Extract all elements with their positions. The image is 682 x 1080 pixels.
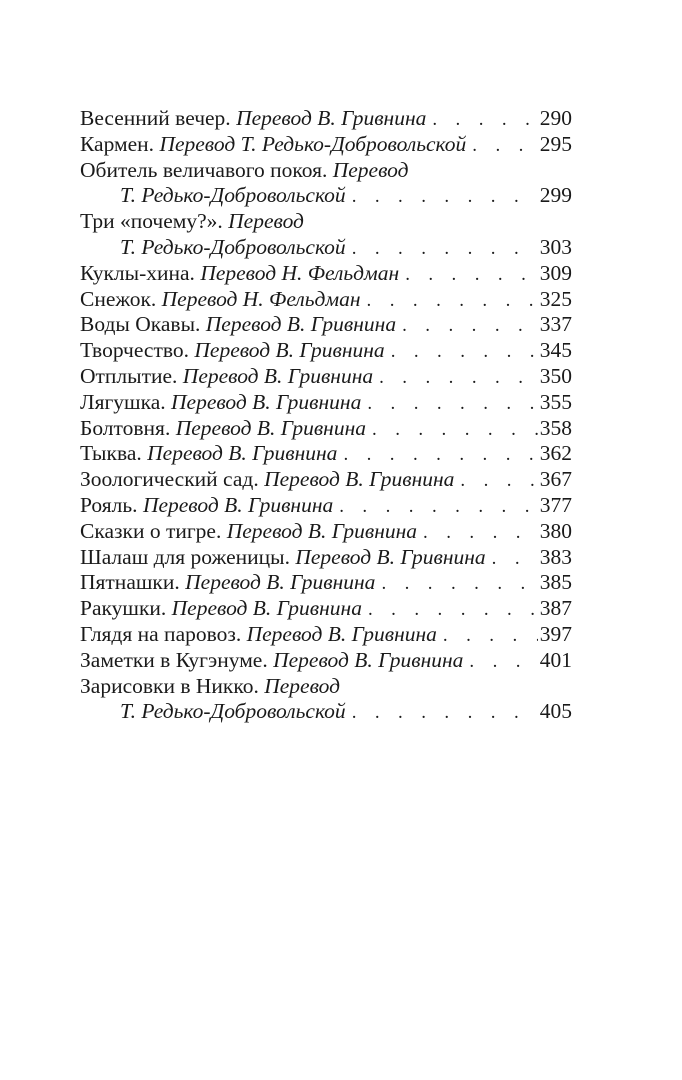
- entry-page-number: 309: [539, 260, 572, 285]
- entry-translator: Перевод В. Гривнина: [236, 106, 427, 130]
- toc-entry[interactable]: [80, 519, 572, 545]
- dot-leader: [337, 442, 537, 468]
- toc-entry[interactable]: [80, 622, 572, 648]
- entry-translator: Т. Редько-Добровольской: [120, 699, 346, 724]
- entry-translator-prefix: Перевод: [332, 157, 409, 182]
- entry-translator: Перевод В. Гривнина: [205, 312, 397, 337]
- dot-leader: [366, 417, 538, 443]
- entry-page-number: 383: [539, 544, 572, 569]
- entry-title: Тыква.: [80, 441, 142, 466]
- entry-title: Кармен.: [80, 131, 155, 156]
- toc-entry[interactable]: [80, 545, 572, 571]
- entry-translator: Перевод В. Гривнина: [273, 647, 464, 672]
- toc-entry[interactable]: [80, 570, 572, 596]
- entry-page-number: 358: [539, 415, 572, 440]
- entry-translator: Перевод В. Гривнина: [185, 570, 376, 595]
- toc-entry[interactable]: [80, 441, 572, 467]
- entry-translator: Перевод В. Гривнина: [246, 621, 437, 646]
- entry-translator: Перевод В. Гривнина: [264, 467, 455, 492]
- entry-title: Обитель величавого покоя.: [80, 157, 328, 182]
- entry-page-number: 299: [539, 183, 572, 208]
- toc-entry[interactable]: [80, 338, 572, 364]
- entry-title: Весенний вечер.: [80, 106, 231, 130]
- entry-title: Воды Окавы.: [80, 312, 201, 337]
- entry-page-number: 362: [539, 441, 572, 466]
- entry-translator: Т. Редько-Добровольской: [120, 234, 346, 259]
- entry-translator: Перевод В. Гривнина: [295, 544, 486, 569]
- entry-page-number: 397: [539, 621, 572, 646]
- entry-title: Три «почему?».: [80, 209, 223, 234]
- dot-leader: [454, 468, 537, 494]
- entry-page-number: 405: [539, 699, 572, 724]
- dot-leader: [346, 236, 538, 262]
- entry-title: Заметки в Кугэнуме.: [80, 647, 268, 672]
- entry-translator-prefix: Перевод: [228, 209, 304, 234]
- entry-translator: Перевод В. Гривнина: [182, 363, 374, 388]
- dot-leader: [361, 391, 537, 417]
- entry-page-number: 345: [539, 338, 572, 363]
- entry-page-number: 387: [539, 596, 572, 621]
- toc-entry[interactable]: [80, 416, 572, 442]
- entry-title: Зоологический сад.: [80, 467, 259, 492]
- entry-page-number: 325: [539, 286, 572, 311]
- entry-translator: Перевод В. Гривнина: [171, 596, 362, 621]
- dot-leader: [399, 262, 538, 288]
- entry-title: Снежок.: [80, 286, 157, 311]
- toc-entry[interactable]: [80, 132, 572, 158]
- entry-title: Рояль.: [80, 492, 138, 517]
- entry-translator: Перевод В. Гривнина: [226, 518, 418, 543]
- entry-translator: Перевод В. Гривнина: [171, 389, 362, 414]
- toc-entry[interactable]: [80, 209, 572, 261]
- entry-translator: Т. Редько-Добровольской: [120, 183, 346, 208]
- dot-leader: [463, 649, 537, 675]
- entry-title: Лягушка.: [80, 389, 166, 414]
- toc-entry[interactable]: [80, 106, 572, 132]
- toc-entry[interactable]: [80, 390, 572, 416]
- toc-entry[interactable]: [80, 467, 572, 493]
- toc-entry[interactable]: [80, 493, 572, 519]
- entry-title: Отплытие.: [80, 363, 178, 388]
- dot-leader: [417, 520, 538, 546]
- entry-page-number: 367: [539, 467, 572, 492]
- entry-translator: Перевод В. Гривнина: [147, 441, 338, 466]
- entry-title: Куклы-хина.: [80, 260, 195, 285]
- toc-entry[interactable]: [80, 648, 572, 674]
- entry-translator: Перевод В. Гривнина: [142, 492, 334, 517]
- entry-title: Глядя на паровоз.: [80, 621, 242, 646]
- dot-leader: [486, 546, 538, 572]
- entry-title: Шалаш для роженицы.: [80, 544, 290, 569]
- entry-title: Творчество.: [80, 338, 189, 363]
- toc-entry[interactable]: [80, 261, 572, 287]
- dot-leader: [466, 133, 537, 159]
- dot-leader: [346, 184, 538, 210]
- entry-title: Сказки о тигре.: [80, 518, 222, 543]
- dot-leader: [346, 700, 538, 726]
- toc-entry[interactable]: [80, 674, 572, 726]
- dot-leader: [362, 597, 538, 623]
- toc-entry[interactable]: [80, 287, 572, 313]
- dot-leader: [426, 107, 537, 133]
- entry-page-number: 295: [539, 131, 572, 156]
- toc-entry[interactable]: [80, 596, 572, 622]
- entry-translator-prefix: Перевод: [264, 673, 340, 698]
- entry-translator: Перевод В. Гривнина: [175, 415, 367, 440]
- entry-page-number: 380: [539, 518, 572, 543]
- entry-page-number: 377: [539, 492, 572, 517]
- dot-leader: [373, 365, 538, 391]
- entry-page-number: 337: [539, 312, 572, 337]
- entry-translator: Перевод Н. Фельдман: [161, 286, 361, 311]
- dot-leader: [333, 494, 538, 520]
- entry-title: Зарисовки в Никко.: [80, 673, 259, 698]
- dot-leader: [361, 288, 538, 314]
- entry-page-number: 401: [539, 647, 572, 672]
- entry-page-number: 385: [539, 570, 572, 595]
- toc-entry[interactable]: [80, 312, 572, 338]
- entry-title: Болтовня.: [80, 415, 171, 440]
- entry-translator: Перевод Т. Редько-Добровольской: [159, 131, 467, 156]
- entry-page-number: 290: [539, 106, 572, 130]
- entry-page-number: 303: [539, 234, 572, 259]
- entry-translator: Перевод Н. Фельдман: [200, 260, 400, 285]
- entry-title: Пятнашки.: [80, 570, 180, 595]
- entry-translator: Перевод В. Гривнина: [194, 338, 385, 363]
- entry-page-number: 350: [539, 363, 572, 388]
- toc-entry[interactable]: [80, 364, 572, 390]
- dot-leader: [375, 571, 537, 597]
- dot-leader: [437, 623, 538, 649]
- entry-title: Ракушки.: [80, 596, 167, 621]
- toc-entry[interactable]: [80, 158, 572, 210]
- table-of-contents: [80, 106, 572, 725]
- entry-page-number: 355: [539, 389, 572, 414]
- dot-leader: [396, 313, 538, 339]
- dot-leader: [385, 339, 538, 365]
